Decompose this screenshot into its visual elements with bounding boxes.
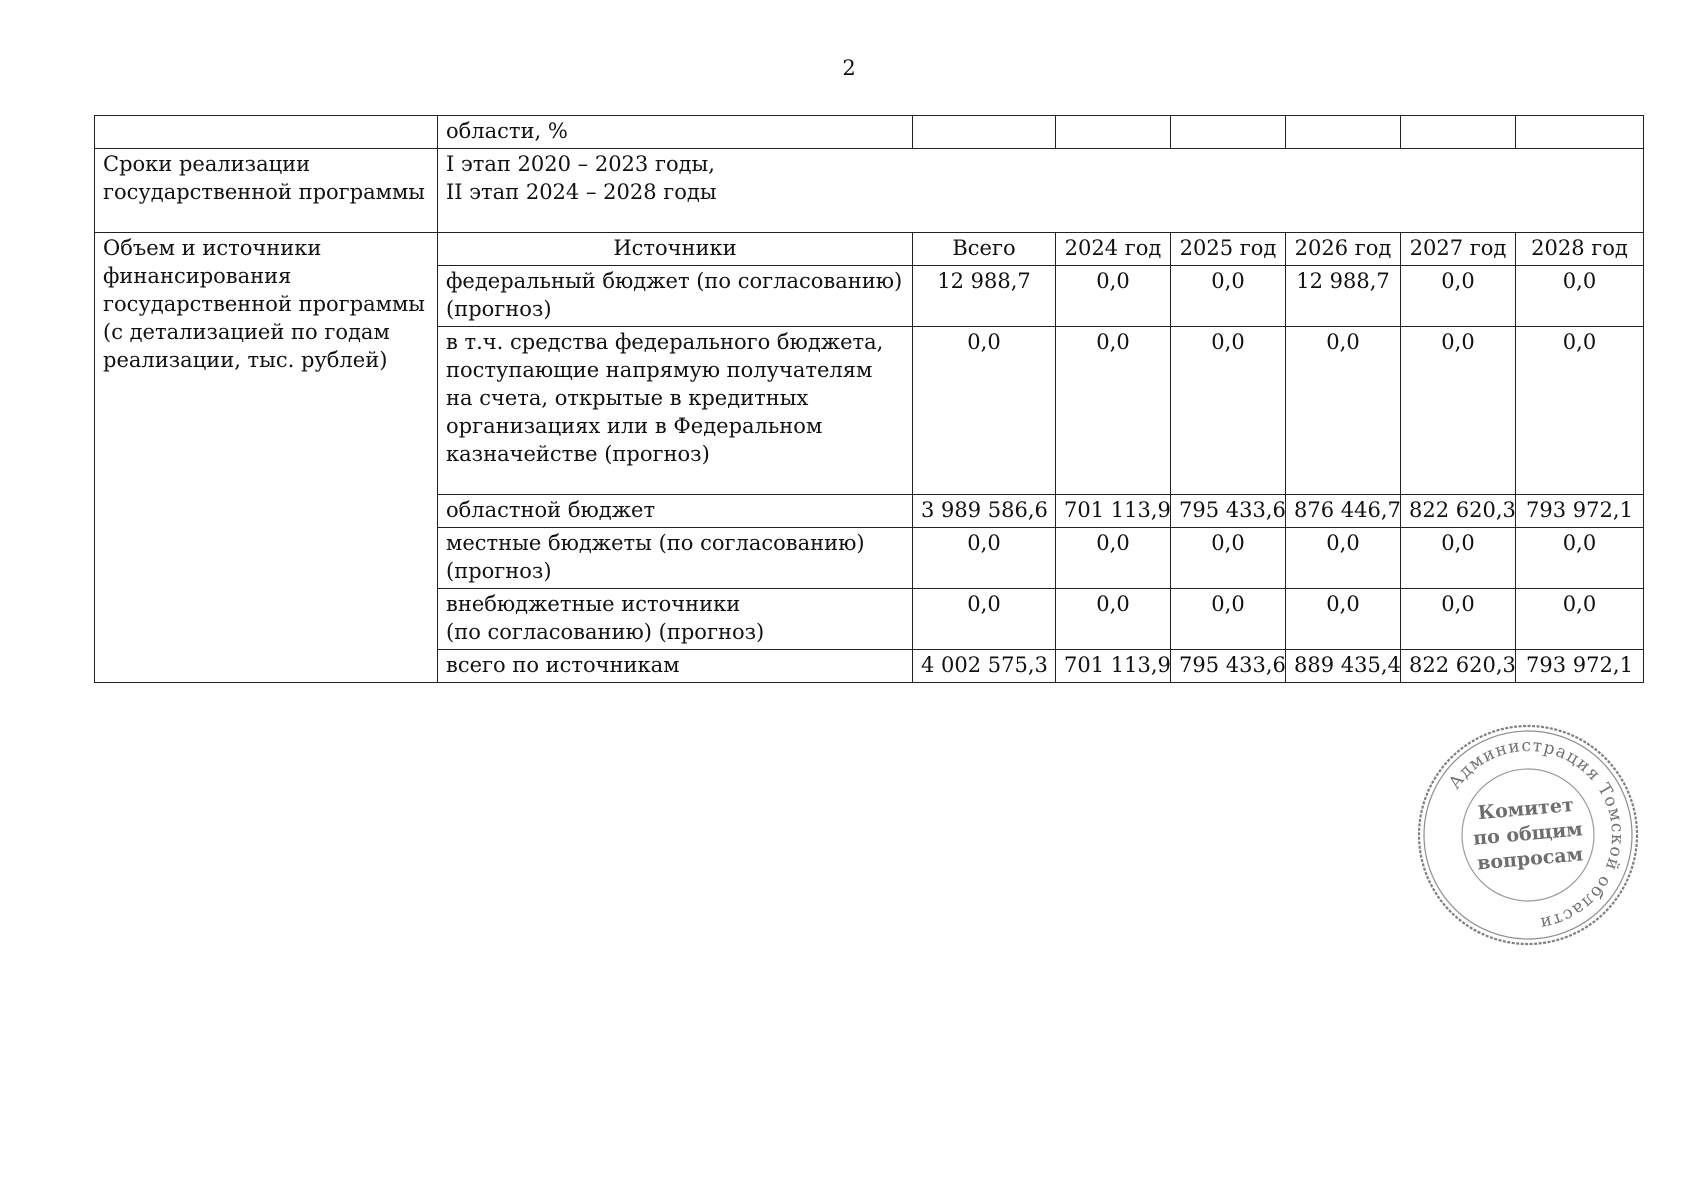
value-cell-2025: 0,0 (1171, 528, 1286, 589)
value-cell-2024: 0,0 (1056, 327, 1171, 495)
empty-cell (1056, 116, 1171, 149)
continuation-label-cell (95, 116, 438, 149)
value-cell-2028: 0,0 (1516, 266, 1644, 327)
value-cell-total: 3 989 586,6 (913, 495, 1056, 528)
value-cell-2028: 793 972,1 (1516, 650, 1644, 683)
seal-center-line-2: по общим (1472, 818, 1584, 850)
value-cell-2027: 0,0 (1401, 327, 1516, 495)
source-cell: в т.ч. средства федерального бюджета, поступающие напрямую получателям на счета, открытые в кредитных организациях или в Федеральном казначействе (прогноз) (438, 327, 913, 495)
value-cell-2026: 876 446,7 (1286, 495, 1401, 528)
value-cell-total: 4 002 575,3 (913, 650, 1056, 683)
terms-value-cell: I этап 2020 – 2023 годы, II этап 2024 – 2028 годы (438, 149, 1644, 233)
empty-cell (1286, 116, 1401, 149)
value-cell-2025: 795 433,6 (1171, 650, 1286, 683)
terms-label-cell: Сроки реализации государственной программы (95, 149, 438, 233)
table-row-continuation (95, 116, 1644, 149)
value-cell-2025: 0,0 (1171, 327, 1286, 495)
value-cell-2024: 0,0 (1056, 266, 1171, 327)
continuation-text-cell: области, % (438, 116, 913, 149)
source-cell: федеральный бюджет (по согласованию) (прогноз) (438, 266, 913, 327)
seal-center-line-1: Комитет (1476, 793, 1575, 825)
value-cell-2027: 0,0 (1401, 528, 1516, 589)
column-header-2025: 2025 год (1171, 233, 1286, 266)
value-cell-2024: 0,0 (1056, 528, 1171, 589)
value-cell-total: 0,0 (913, 327, 1056, 495)
value-cell-2028: 0,0 (1516, 589, 1644, 650)
page-number: 2 (842, 56, 856, 80)
value-cell-2028: 0,0 (1516, 327, 1644, 495)
column-header-2024: 2024 год (1056, 233, 1171, 266)
empty-cell (1401, 116, 1516, 149)
empty-cell (913, 116, 1056, 149)
value-cell-2025: 0,0 (1171, 589, 1286, 650)
value-cell-2027: 822 620,3 (1401, 495, 1516, 528)
source-cell: областной бюджет (438, 495, 913, 528)
value-cell-2027: 0,0 (1401, 589, 1516, 650)
value-cell-2024: 701 113,9 (1056, 495, 1171, 528)
column-header-total: Всего (913, 233, 1056, 266)
table-row-terms (95, 149, 1644, 233)
column-header-2027: 2027 год (1401, 233, 1516, 266)
column-header-sources: Источники (438, 233, 913, 266)
program-passport-table (94, 115, 1644, 683)
column-header-2026: 2026 год (1286, 233, 1401, 266)
value-cell-2026: 889 435,4 (1286, 650, 1401, 683)
source-cell: внебюджетные источники (по согласованию) (прогноз) (438, 589, 913, 650)
value-cell-2024: 701 113,9 (1056, 650, 1171, 683)
value-cell-2025: 0,0 (1171, 266, 1286, 327)
official-seal-stamp (1416, 723, 1640, 947)
column-header-2028: 2028 год (1516, 233, 1644, 266)
source-cell: всего по источникам (438, 650, 913, 683)
value-cell-total: 0,0 (913, 589, 1056, 650)
value-cell-total: 12 988,7 (913, 266, 1056, 327)
value-cell-2026: 0,0 (1286, 327, 1401, 495)
value-cell-2026: 12 988,7 (1286, 266, 1401, 327)
value-cell-2027: 0,0 (1401, 266, 1516, 327)
source-cell: местные бюджеты (по согласованию) (прогноз) (438, 528, 913, 589)
value-cell-2026: 0,0 (1286, 528, 1401, 589)
funding-header-row (95, 233, 1644, 266)
empty-cell (1516, 116, 1644, 149)
value-cell-2027: 822 620,3 (1401, 650, 1516, 683)
empty-cell (1171, 116, 1286, 149)
seal-ring-text-path: Администрация Томской области (1444, 735, 1628, 934)
seal-center-line-3: вопросам (1476, 843, 1584, 875)
value-cell-2028: 0,0 (1516, 528, 1644, 589)
funding-label-cell: Объем и источники финансирования государственной программы (с детализацией по годам реализации, тыс. рублей) (95, 233, 438, 683)
value-cell-total: 0,0 (913, 528, 1056, 589)
value-cell-2028: 793 972,1 (1516, 495, 1644, 528)
value-cell-2026: 0,0 (1286, 589, 1401, 650)
value-cell-2024: 0,0 (1056, 589, 1171, 650)
value-cell-2025: 795 433,6 (1171, 495, 1286, 528)
